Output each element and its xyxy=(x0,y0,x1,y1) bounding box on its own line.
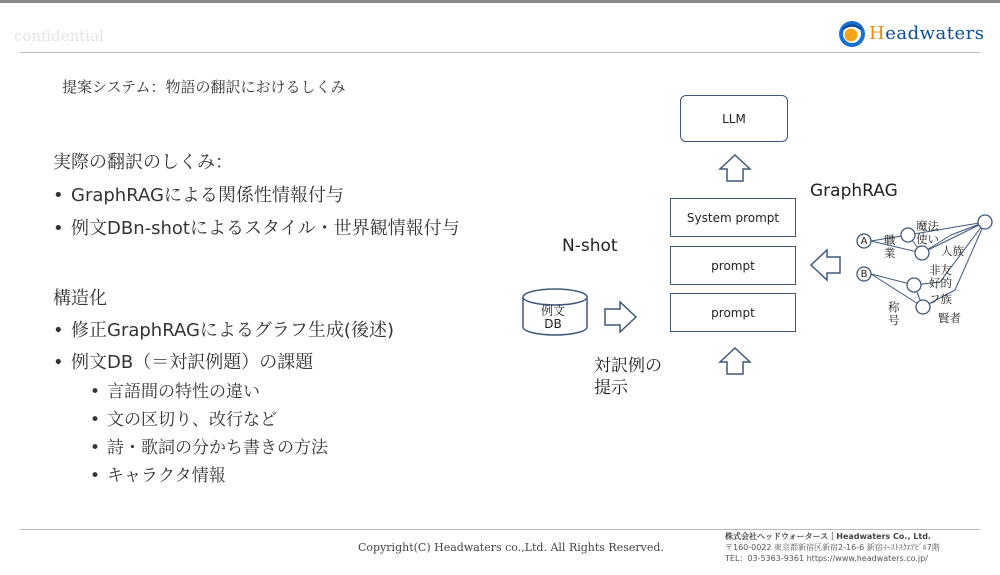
node-label-jinzoku: 人族 xyxy=(941,244,964,258)
bullet-graphrag: • GraphRAGによる関係性情報付与 xyxy=(53,185,344,206)
up-arrow-icon xyxy=(720,155,750,181)
logo-text: Headwaters xyxy=(869,23,985,44)
bullet-nshot: • 例文DBn-shotによるスタイル・世界観情報付与 xyxy=(53,218,460,239)
bullet-modified-graphrag: • 修正GraphRAGによるグラフ生成(後述) xyxy=(53,320,394,341)
graph-node xyxy=(978,215,992,229)
subbullet-poetry: • 詩・歌詞の分かち書きの方法 xyxy=(90,438,328,458)
graph-node xyxy=(915,246,929,260)
graph-node xyxy=(916,300,930,314)
llm-box: LLM xyxy=(680,95,788,142)
nshot-label: N-shot xyxy=(562,236,618,256)
node-label-mahou: 魔法 使い xyxy=(916,219,939,246)
taiyaku-label: 対訳例の 提示 xyxy=(594,356,662,398)
section-heading-translation: 実際の翻訳のしくみ： xyxy=(53,152,233,173)
confidential-watermark: confidential xyxy=(14,27,104,45)
node-label-shogo: 称 号 xyxy=(888,300,900,327)
subbullet-character-info: • キャラクタ情報 xyxy=(90,466,226,486)
footer-company-info: 株式会社ヘッドウォータース｜Headwaters Co., Ltd. 〒160-0022 東京都新宿区新宿2-16-6 新宿ｲｰｽﾄｽｸｴｱﾋﾞﾙ7階 TEL：03-5363-9361 https://www.headwaters.co.jp/ xyxy=(725,532,940,563)
section-heading-structure: 構造化 xyxy=(53,288,107,309)
right-arrow-icon xyxy=(605,302,636,332)
system-prompt-box: System prompt xyxy=(670,198,796,237)
footer-copyright: Copyright(C) Headwaters co.,Ltd. All Rights Reserved. xyxy=(358,541,664,554)
db-label: 例文 DB xyxy=(541,304,566,331)
graph-node xyxy=(907,278,921,292)
prompt-box-1: prompt xyxy=(670,246,796,285)
graphrag-label: GraphRAG xyxy=(810,181,898,201)
footer-divider xyxy=(20,529,980,530)
prompt-box-2: prompt xyxy=(670,293,796,332)
graph-node xyxy=(901,228,915,242)
node-label-kenja: 賢者 xyxy=(938,311,961,325)
node-a-label: A xyxy=(860,236,868,247)
bullet-example-db: • 例文DB（＝対訳例題）の課題 xyxy=(53,352,314,373)
up-arrow-bottom-icon xyxy=(720,348,750,374)
subbullet-language-traits: • 言語間の特性の違い xyxy=(90,382,260,402)
node-b-label: B xyxy=(860,269,868,280)
node-label-shokugyo: 職 業 xyxy=(884,233,896,260)
node-label-fuzoku: フ族 xyxy=(929,292,952,306)
left-arrow-icon xyxy=(811,250,840,280)
node-label-hiyu: 非友 好的 xyxy=(929,263,952,290)
subbullet-line-breaks: • 文の区切り、改行など xyxy=(90,410,277,430)
slide-title: 提案システム：物語の翻訳におけるしくみ xyxy=(62,78,346,96)
